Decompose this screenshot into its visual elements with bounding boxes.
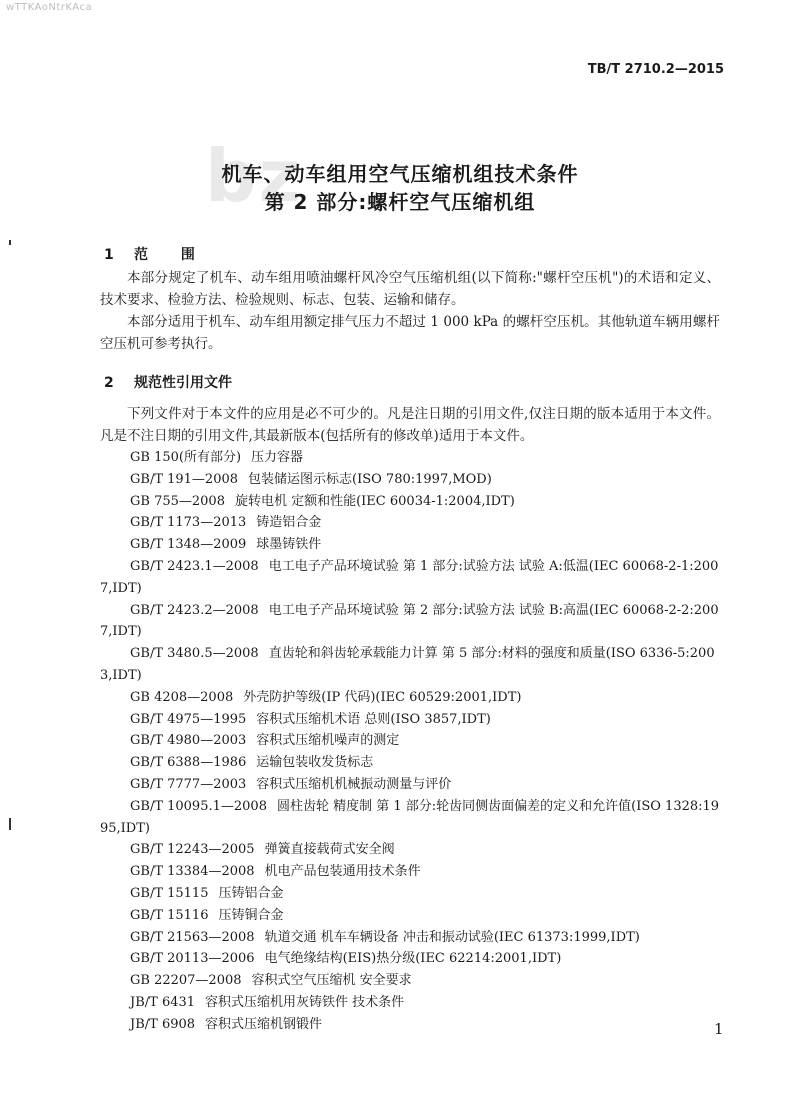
reference-title: 容积式压缩机用灰铸铁件 技术条件 bbox=[205, 994, 405, 1010]
section-title: 规范性引用文件 bbox=[134, 375, 232, 391]
reference-item bbox=[100, 774, 720, 796]
reference-code: GB/T 191—2008 bbox=[130, 471, 239, 487]
reference-title: 外壳防护等级(IP 代码)(IEC 60529:2001,IDT) bbox=[243, 689, 522, 705]
reference-item bbox=[100, 687, 720, 709]
background-watermark: bz bbox=[205, 134, 303, 218]
reference-item bbox=[100, 992, 720, 1014]
reference-code: GB/T 15115 bbox=[130, 885, 209, 901]
scan-edge-mark bbox=[9, 818, 11, 830]
reference-title: 压铸铝合金 bbox=[218, 885, 284, 901]
reference-title: 容积式空气压缩机 安全要求 bbox=[251, 973, 412, 989]
reference-title: 运输包装收发货标志 bbox=[256, 755, 374, 771]
reference-title: 铸造铝合金 bbox=[256, 515, 322, 531]
reference-title: 轨道交通 机车车辆设备 冲击和振动试验(IEC 61373:1999,IDT) bbox=[264, 929, 640, 945]
reference-title: 容积式压缩机钢锻件 bbox=[205, 1016, 323, 1032]
reference-code: GB/T 3480.5—2008 bbox=[130, 646, 259, 662]
reference-item bbox=[100, 752, 720, 774]
reference-title: 弹簧直接载荷式安全阀 bbox=[264, 842, 395, 858]
reference-item bbox=[100, 1014, 720, 1036]
reference-item bbox=[100, 927, 720, 949]
reference-title: 直齿轮和斜齿轮承载能力计算 第 5 部分:材料的强度和质量(ISO 6336-5:2003,IDT) bbox=[100, 646, 715, 683]
reference-code: GB/T 2423.2—2008 bbox=[130, 602, 259, 618]
reference-code: GB/T 2423.1—2008 bbox=[130, 558, 259, 574]
reference-code: GB/T 4975—1995 bbox=[130, 711, 247, 727]
reference-title: 球墨铸铁件 bbox=[256, 537, 322, 553]
reference-item bbox=[100, 905, 720, 927]
reference-title: 容积式压缩机术语 总则(ISO 3857,IDT) bbox=[256, 711, 491, 727]
document-title-line2: 第 2 部分:螺杆空气压缩机组 bbox=[264, 190, 536, 214]
reference-title: 电工电子产品环境试验 第 1 部分:试验方法 试验 A:低温(IEC 60068-2-1:2007,IDT) bbox=[100, 558, 719, 596]
reference-item bbox=[100, 948, 720, 970]
reference-item bbox=[100, 839, 720, 861]
document-title-line1: 机车、动车组用空气压缩机组技术条件 bbox=[221, 162, 579, 186]
reference-code: GB 4208—2008 bbox=[130, 689, 234, 705]
reference-title: 容积式压缩机机械振动测量与评价 bbox=[256, 776, 452, 792]
section-heading-scope bbox=[104, 244, 209, 264]
section-number: 2 bbox=[104, 375, 114, 391]
reference-code: GB/T 21563—2008 bbox=[130, 929, 255, 945]
reference-code: GB/T 13384—2008 bbox=[130, 864, 255, 880]
scope-paragraph-2: 本部分适用于机车、动车组用额定排气压力不超过 1 000 kPa 的螺杆空压机。其他轨道车辆用螺杆空压机可参考执行。 bbox=[100, 314, 720, 352]
reference-item bbox=[100, 469, 720, 491]
scope-paragraph-1: 本部分规定了机车、动车组用喷油螺杆风冷空气压缩机组(以下简称:"螺杆空压机")的术语和定义、技术要求、检验方法、检验规则、标志、包装、运输和储存。 bbox=[100, 270, 720, 308]
top-watermark: wTTKAoNtrKAca bbox=[6, 2, 93, 13]
references-intro-paragraph: 下列文件对于本文件的应用是必不可少的。凡是注日期的引用文件,仅注日期的版本适用于本文件。凡是不注日期的引用文件,其最新版本(包括所有的修改单)适用于本文件。 bbox=[100, 406, 720, 444]
reference-code: JB/T 6908 bbox=[130, 1016, 196, 1032]
reference-title: 压铸铜合金 bbox=[218, 907, 284, 923]
section-heading-normative-references bbox=[104, 372, 232, 392]
reference-code: GB/T 1348—2009 bbox=[130, 537, 247, 553]
reference-code: GB 22207—2008 bbox=[130, 973, 242, 989]
scan-edge-mark bbox=[9, 240, 11, 245]
reference-item bbox=[100, 709, 720, 731]
reference-code: GB/T 6388—1986 bbox=[130, 755, 247, 771]
reference-item bbox=[100, 491, 720, 513]
reference-title: 电工电子产品环境试验 第 2 部分:试验方法 试验 B:高温(IEC 60068-2-2:2007,IDT) bbox=[100, 602, 719, 640]
reference-code: GB/T 10095.1—2008 bbox=[130, 798, 267, 814]
reference-code: GB 150(所有部分) bbox=[130, 450, 242, 465]
reference-title: 容积式压缩机噪声的测定 bbox=[256, 733, 400, 749]
reference-code: JB/T 6431 bbox=[130, 994, 196, 1010]
reference-item bbox=[100, 512, 720, 534]
standard-code: TB/T 2710.2—2015 bbox=[587, 62, 724, 77]
reference-title: 圆柱齿轮 精度制 第 1 部分:轮齿同侧齿面偏差的定义和允许值(ISO 1328:1995,IDT) bbox=[100, 798, 720, 836]
reference-title: 包装储运图示标志(ISO 780:1997,MOD) bbox=[248, 471, 492, 487]
reference-item bbox=[100, 447, 720, 469]
reference-item bbox=[100, 534, 720, 556]
reference-code: GB/T 4980—2003 bbox=[130, 733, 247, 749]
reference-item bbox=[100, 883, 720, 905]
reference-item bbox=[100, 730, 720, 752]
section-title: 范 围 bbox=[134, 247, 209, 263]
reference-code: GB/T 7777—2003 bbox=[130, 776, 247, 792]
reference-item bbox=[100, 796, 720, 840]
reference-title: 电气绝缘结构(EIS)热分级(IEC 62214:2001,IDT) bbox=[264, 951, 562, 967]
reference-list bbox=[100, 447, 720, 1036]
reference-code: GB/T 15116 bbox=[130, 907, 209, 923]
reference-item bbox=[100, 556, 720, 600]
reference-title: 旋转电机 定额和性能(IEC 60034-1:2004,IDT) bbox=[234, 493, 515, 509]
reference-code: GB 755—2008 bbox=[130, 493, 225, 509]
page-number: 1 bbox=[714, 1020, 724, 1038]
section-number: 1 bbox=[104, 247, 114, 263]
reference-code: GB/T 12243—2005 bbox=[130, 842, 255, 858]
reference-item bbox=[100, 970, 720, 992]
reference-item bbox=[100, 861, 720, 883]
reference-code: GB/T 20113—2006 bbox=[130, 951, 255, 967]
reference-title: 机电产品包装通用技术条件 bbox=[264, 864, 421, 880]
reference-item bbox=[100, 600, 720, 644]
reference-title: 压力容器 bbox=[251, 450, 304, 465]
reference-code: GB/T 1173—2013 bbox=[130, 515, 247, 531]
reference-item bbox=[100, 643, 720, 687]
